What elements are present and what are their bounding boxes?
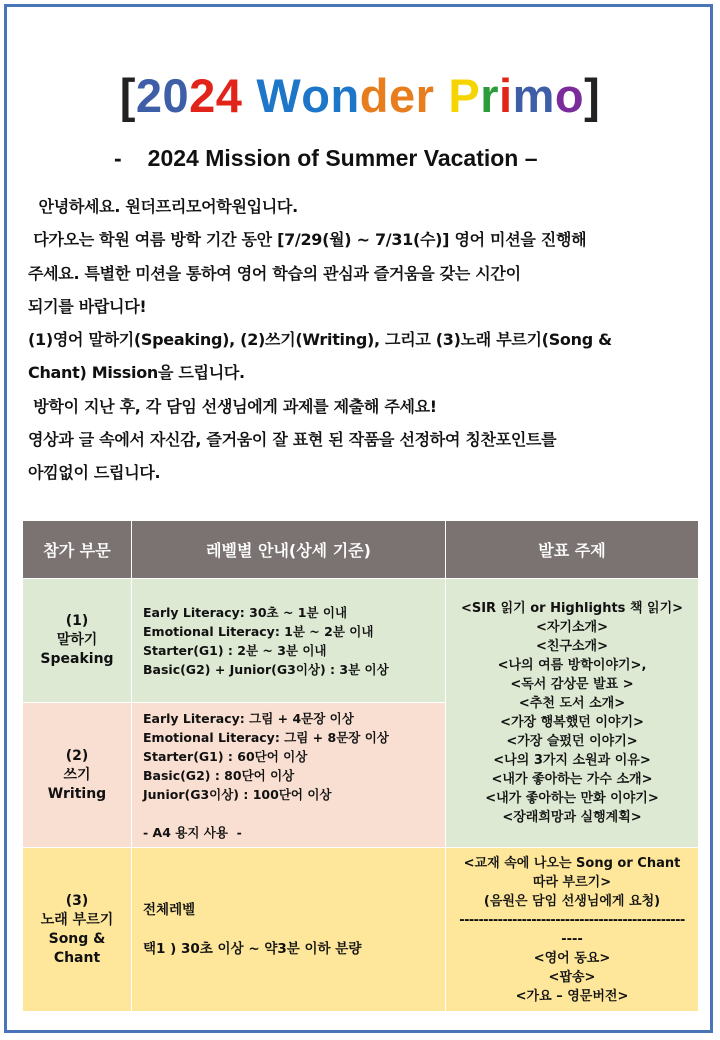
topic-item: <나의 여름 방학이야기>,: [497, 658, 647, 673]
title-primo-char: r: [480, 69, 500, 122]
intro-line: 아낌없이 드립니다.: [28, 463, 161, 483]
category-line: Speaking: [40, 651, 114, 667]
category-line: (2): [65, 747, 89, 764]
level-line: Early Literacy: 그림 + 4문장 이상: [143, 710, 354, 726]
category-line: Song &: [48, 930, 106, 947]
header-topics: 발표 주제: [446, 521, 699, 579]
category-line: 말하기: [56, 632, 98, 648]
topic-divider: -----------------------------------------------: [459, 912, 685, 928]
topic-item: (음원은 담임 선생님에게 요청): [483, 893, 661, 909]
mission-table: [22, 520, 699, 1012]
title-primo-char: m: [512, 69, 555, 122]
title-year-char: 4: [215, 69, 243, 122]
header-levels: 레벨별 안내(상세 기준): [132, 521, 446, 579]
title-year-char: 2: [189, 69, 216, 122]
topic-item: <장래희망과 실행계획>: [502, 810, 642, 825]
levels-song: [132, 848, 446, 1012]
intro-line: 영상과 글 속에서 자신감, 즐거움이 잘 표현 된 작품을 선정하여 칭찬포인트를: [28, 430, 557, 450]
level-line: 전체레벨: [143, 901, 196, 918]
level-line: 택1 ) 30초 이상 ~ 약3분 이하 분량: [143, 940, 362, 957]
topic-item: <자기소개>: [535, 620, 609, 635]
title-primo-char: P: [448, 69, 481, 122]
intro-line: Chant) Mission을 드립니다.: [28, 363, 245, 383]
level-line: Early Literacy: 30초 ~ 1분 이내: [143, 604, 348, 620]
category-line: 노래 부르기: [40, 911, 114, 928]
level-line: Emotional Literacy: 그림 + 8문장 이상: [143, 729, 389, 745]
page-title: [0, 66, 720, 126]
title-wonder-char: n: [330, 69, 360, 122]
table-row-speaking: [23, 579, 699, 703]
level-line: Basic(G2) : 80단어 이상: [143, 767, 295, 783]
category-line: 쓰기: [63, 766, 91, 783]
table-header-row: [23, 521, 699, 579]
level-line: Emotional Literacy: 1분 ~ 2분 이내: [143, 623, 374, 639]
title-year-char: 0: [162, 69, 190, 122]
intro-line: 방학이 지난 후, 각 담임 선생님에게 과제를 제출해 주세요!: [28, 396, 437, 416]
category-line: (3): [65, 892, 89, 909]
title-wonder-char: r: [415, 69, 435, 122]
header-category: 참가 부문: [23, 521, 132, 579]
subtitle-text: 2024 Mission of Summer Vacation –: [147, 145, 538, 171]
level-line: Starter(G1) : 2분 ~ 3분 이내: [143, 642, 327, 658]
topic-item: <추천 도서 소개>: [518, 696, 626, 711]
level-line: Basic(G2) + Junior(G3이상) : 3분 이상: [143, 661, 389, 677]
topics-song: [446, 848, 699, 1012]
topics-speaking-writing: [446, 579, 699, 848]
title-wonder-char: e: [388, 69, 416, 122]
topic-item: <가장 행복했던 이야기>: [500, 715, 644, 730]
topic-item: <가장 슬펐던 이야기>: [506, 734, 638, 749]
category-line: Writing: [47, 785, 107, 802]
topic-item: 따라 부르기>: [532, 874, 612, 890]
title-wonder-char: o: [301, 69, 331, 122]
topic-item: <교재 속에 나오는 Song or Chant: [463, 855, 681, 871]
title-primo-char: i: [499, 69, 513, 122]
subtitle-dash: -: [114, 145, 122, 171]
writing-note: - A4 용지 사용 -: [143, 824, 242, 840]
topic-divider: ----: [561, 931, 583, 947]
intro-text: [28, 190, 698, 490]
category-speaking: [23, 579, 132, 703]
topic-item: <팝송>: [548, 969, 596, 985]
title-wonder-char: d: [359, 69, 389, 122]
topic-item: <영어 동요>: [533, 950, 611, 966]
title-open-bracket: [: [119, 69, 136, 122]
category-line: (1): [65, 613, 89, 629]
title-wonder-char: W: [256, 69, 302, 122]
topic-item: <친구소개>: [535, 639, 609, 654]
intro-line: 주세요. 특별한 미션을 통하여 영어 학습의 관심과 즐거움을 갖는 시간이: [28, 263, 521, 283]
intro-line: 다가오는 학원 여름 방학 기간 동안 [7/29(월) ~ 7/31(수)] 영어 미션을 진행해: [28, 230, 587, 250]
levels-speaking: [132, 579, 446, 703]
topic-item: <나의 3가지 소원과 이유>: [493, 753, 651, 768]
topic-item: <내가 좋아하는 만화 이야기>: [485, 791, 659, 806]
intro-line: 되기를 바랍니다!: [28, 296, 147, 316]
title-year-char: 2: [135, 69, 163, 122]
title-close-bracket: ]: [584, 69, 601, 122]
category-line: Chant: [53, 949, 101, 966]
title-primo-char: o: [554, 69, 585, 122]
intro-line: 안녕하세요. 원더프리모어학원입니다.: [28, 197, 298, 216]
category-song: [23, 848, 132, 1012]
topic-item: <가요 – 영문버전>: [515, 988, 629, 1004]
level-line: Junior(G3이상) : 100단어 이상: [143, 786, 332, 802]
intro-line: (1)영어 말하기(Speaking), (2)쓰기(Writing), 그리고 (3)노래 부르기(Song &: [28, 330, 612, 350]
category-writing: [23, 703, 132, 848]
subtitle: [114, 143, 538, 173]
topic-item: <SIR 읽기 or Highlights 책 읽기>: [460, 601, 684, 616]
levels-writing: [132, 703, 446, 848]
topic-item: <내가 좋아하는 가수 소개>: [491, 772, 653, 787]
level-line: Starter(G1) : 60단어 이상: [143, 748, 308, 764]
table-row-song: [23, 848, 699, 1012]
topic-item: <독서 감상문 발표 >: [510, 677, 634, 692]
